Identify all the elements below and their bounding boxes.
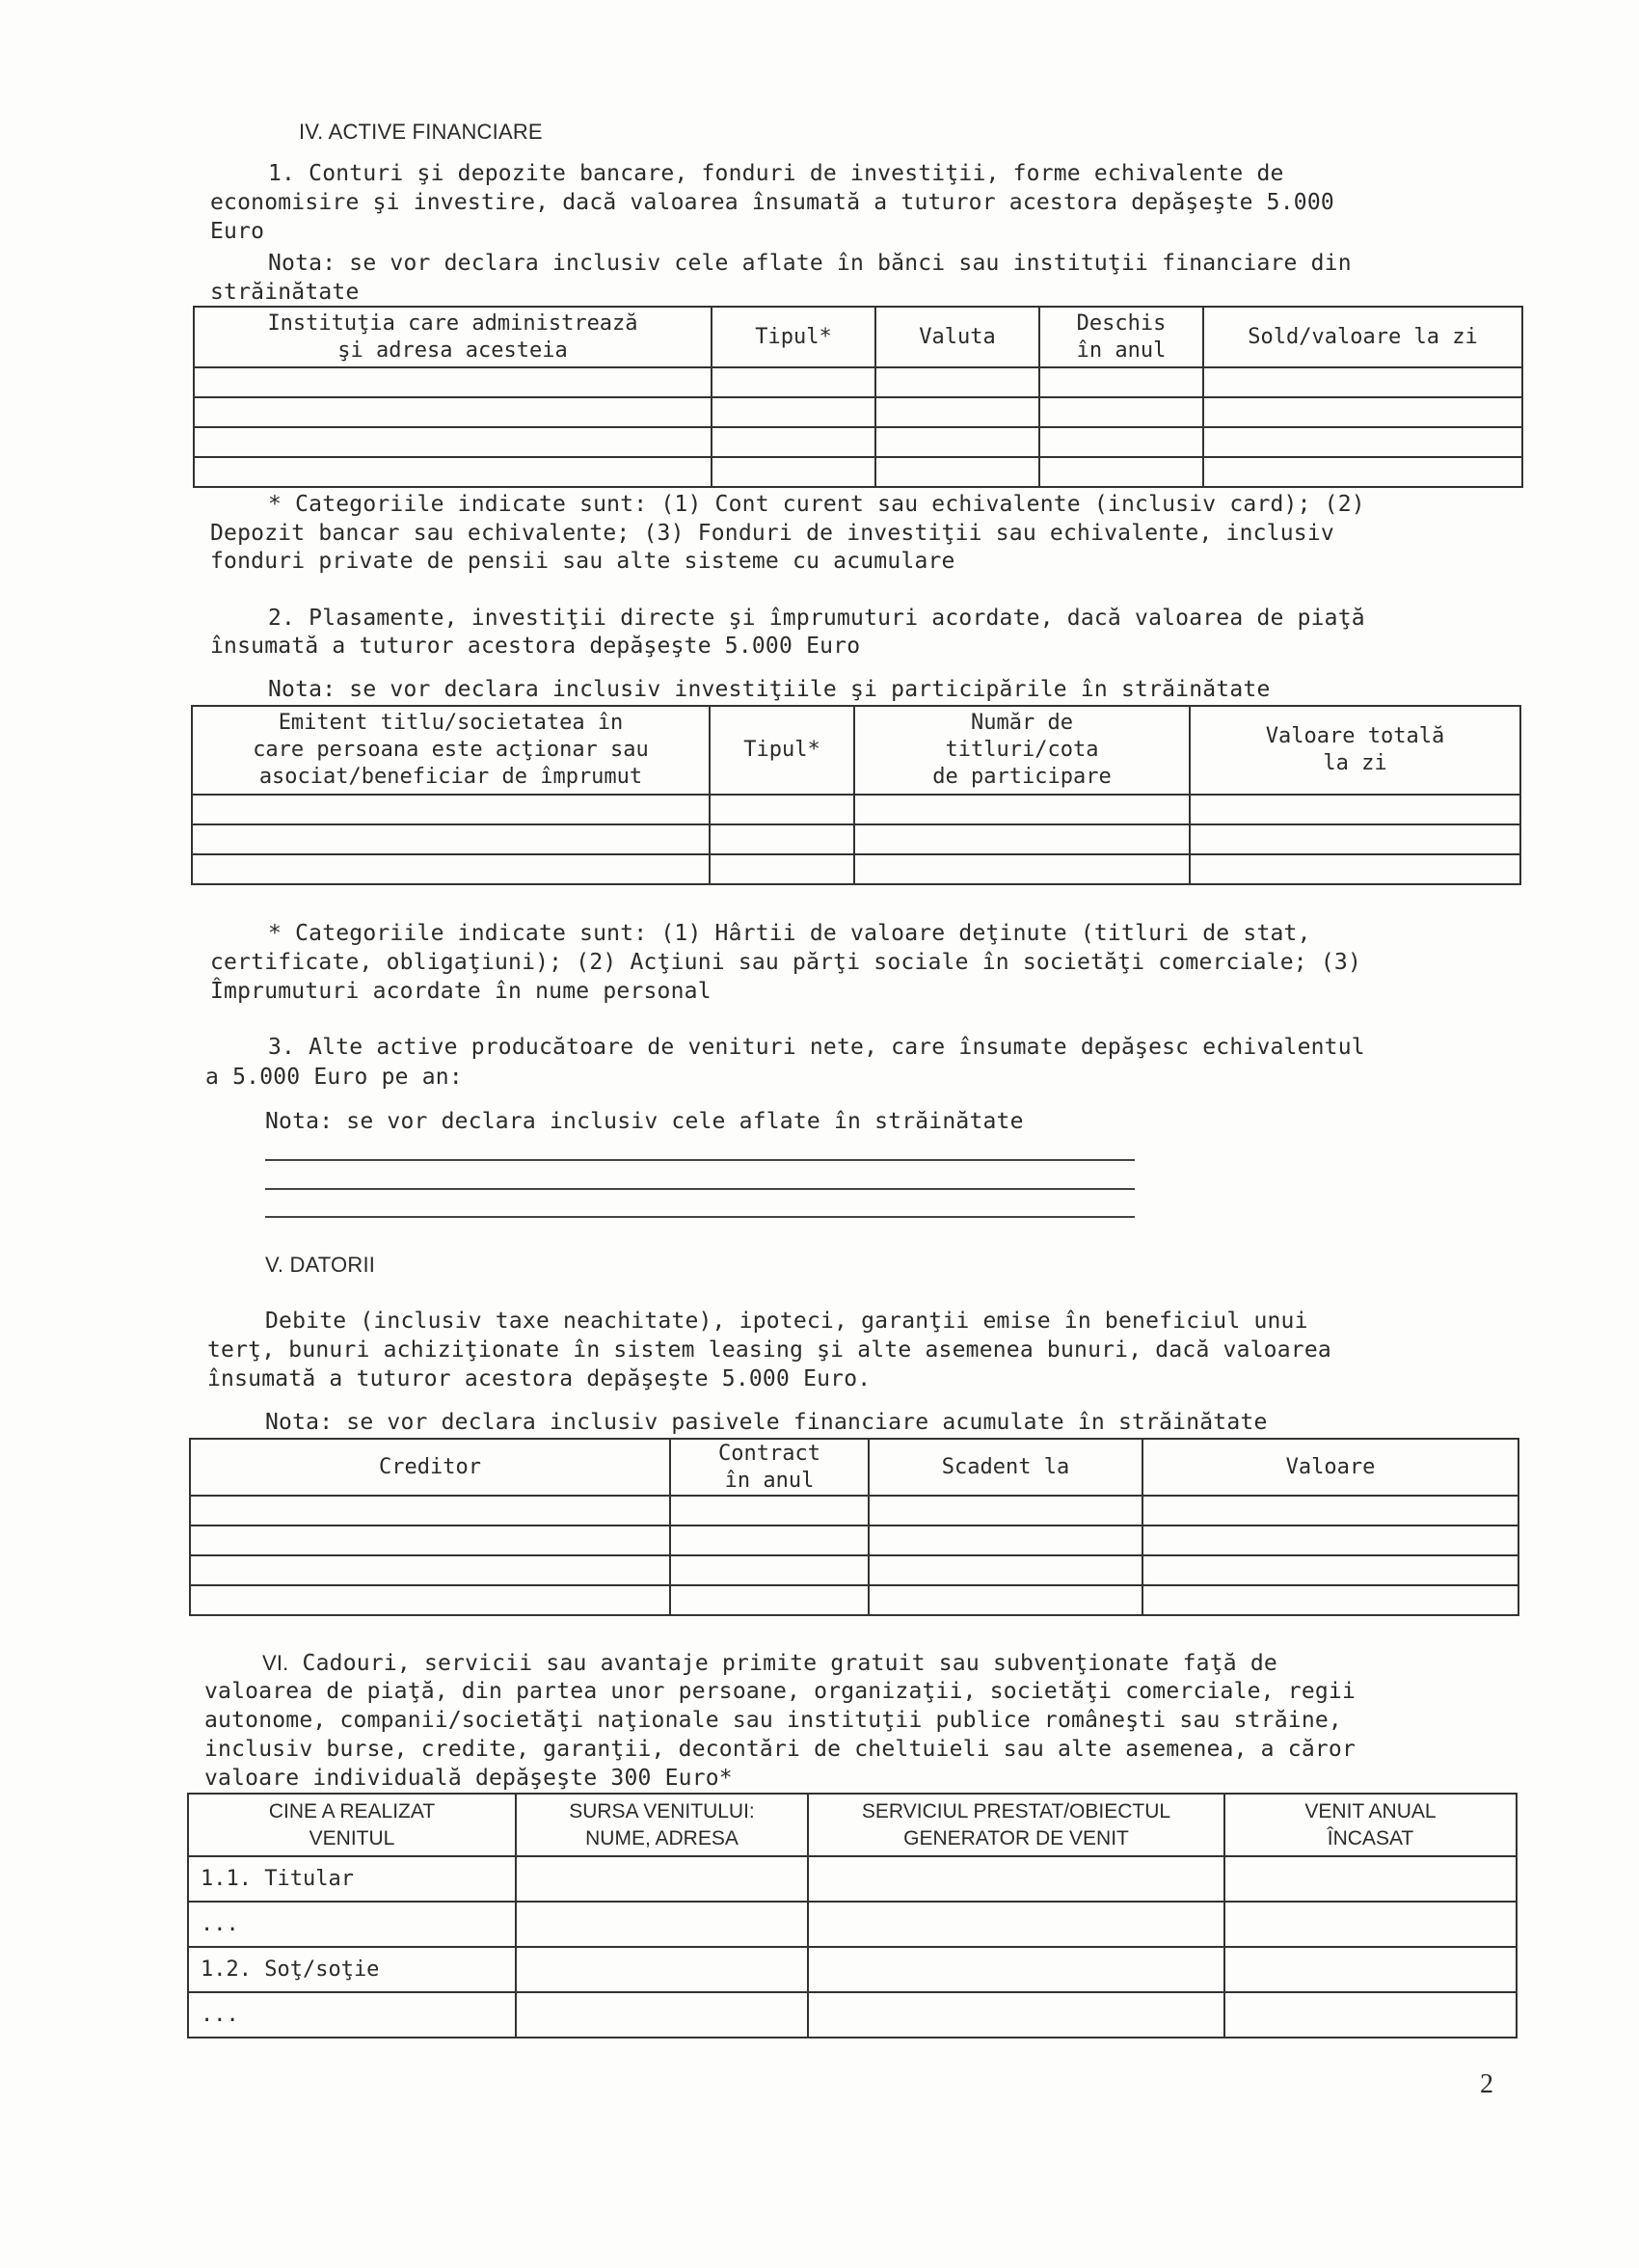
bank-header-type: Tipul* — [712, 307, 875, 367]
item3-note: Nota: se vor declara inclusiv cele aflate în străinătate — [265, 1109, 1024, 1134]
bank-header-institution: Instituţia care administrează şi adresa acesteia — [194, 307, 712, 367]
invest-header-type: Tipul* — [710, 706, 854, 795]
item2-footnote-line3: Împrumuturi acordate în nume personal — [210, 979, 712, 1004]
item1-text-line3: Euro — [210, 219, 265, 244]
section-vi-line4: inclusiv burse, credite, garanţii, decontări de cheltuieli sau alte asemenea, a căror — [204, 1737, 1357, 1762]
bank-accounts-table — [193, 306, 1523, 488]
table-row — [190, 1585, 1518, 1615]
invest-header-value: Valoare totală la zi — [1190, 706, 1520, 795]
debts-header-contract: Contract în anul — [670, 1439, 869, 1496]
investments-table — [191, 705, 1521, 885]
page-number: 2 — [1480, 2069, 1493, 2099]
item3-text-line2: a 5.000 Euro pe an: — [205, 1065, 463, 1090]
section-vi-line1: Cadouri, servicii sau avantaje primite gratuit sau subvenţionate faţă de — [288, 1651, 1277, 1676]
debts-header-value: Valoare — [1142, 1439, 1518, 1496]
item1-footnote-line2: Depozit bancar sau echivalente; (3) Fonduri de investiţii sau echivalente, inclusiv — [210, 521, 1334, 546]
section-vi-paragraph-line1 — [262, 1648, 1277, 1679]
section-v-line3: însumată a tuturor acestora depăşeşte 5.000 Euro. — [207, 1366, 872, 1391]
table-row — [188, 1947, 1517, 1992]
gifts-table — [187, 1793, 1518, 2038]
invest-header-shares: Număr de titluri/cota de participare — [854, 706, 1190, 795]
table-row — [190, 1555, 1518, 1585]
row-label-titular: 1.1. Titular — [188, 1856, 516, 1902]
table-row — [192, 824, 1520, 854]
table-row — [192, 854, 1520, 884]
section-v-title: V. DATORII — [265, 1253, 376, 1277]
table-row — [190, 1496, 1518, 1526]
section-vi-line2: valoarea de piaţă, din partea unor persoane, organizaţii, societăţi comerciale, regii — [204, 1679, 1357, 1704]
table-row — [194, 367, 1522, 397]
table-row — [188, 1856, 1517, 1902]
section-vi-title: VI. — [262, 1651, 289, 1675]
row-label-ellipsis: ... — [188, 1992, 516, 2038]
table-row — [194, 427, 1522, 457]
table-row — [194, 457, 1522, 487]
table-row — [192, 795, 1520, 824]
debts-header-creditor: Creditor — [190, 1439, 670, 1496]
item2-text-line2: însumată a tuturor acestora depăşeşte 5.000 Euro — [210, 634, 861, 659]
item1-footnote-line3: fonduri private de pensii sau alte sisteme cu acumulare — [210, 549, 955, 574]
section-vi-line3: autonome, companii/societăţi naţionale sau instituţii publice româneşti sau străine, — [204, 1708, 1342, 1733]
section-iv-title: IV. ACTIVE FINANCIARE — [299, 120, 543, 144]
invest-header-issuer: Emitent titlu/societatea în care persoana este acţionar sau asociat/beneficiar de împrumut — [192, 706, 710, 795]
bank-header-currency: Valuta — [875, 307, 1039, 367]
table-row — [190, 1526, 1518, 1555]
gifts-header-who: CINE A REALIZAT VENITUL — [188, 1794, 516, 1856]
blank-line — [265, 1188, 1135, 1190]
item1-note-line2: străinătate — [210, 280, 360, 305]
row-label-ellipsis: ... — [188, 1902, 516, 1947]
section-v-note: Nota: se vor declara inclusiv pasivele financiare acumulate în străinătate — [265, 1410, 1268, 1435]
blank-line — [265, 1159, 1135, 1161]
gifts-header-income: VENIT ANUAL ÎNCASAT — [1224, 1794, 1517, 1856]
section-v-line2: terţ, bunuri achiziţionate în sistem leasing şi alte asemenea bunuri, dacă valoarea — [207, 1337, 1331, 1363]
table-row — [188, 1992, 1517, 2038]
blank-line — [265, 1216, 1135, 1218]
row-label-spouse: 1.2. Soţ/soţie — [188, 1947, 516, 1992]
item1-text-line2: economisire şi investire, dacă valoarea însumată a tuturor acestora depăşeşte 5.000 — [210, 190, 1334, 215]
gifts-header-source: SURSA VENITULUI: NUME, ADRESA — [516, 1794, 808, 1856]
item1-note-line1: Nota: se vor declara inclusiv cele aflate în bănci sau instituţii financiare din — [268, 251, 1352, 276]
section-v-line1: Debite (inclusiv taxe neachitate), ipoteci, garanţii emise în beneficiul unui — [265, 1309, 1308, 1334]
bank-header-opened: Deschis în anul — [1039, 307, 1203, 367]
item1-text-line1: 1. Conturi şi depozite bancare, fonduri de investiţii, forme echivalente de — [268, 161, 1284, 186]
item2-footnote-line1: * Categoriile indicate sunt: (1) Hârtii de valoare deţinute (titluri de stat, — [268, 921, 1311, 946]
table-row — [188, 1902, 1517, 1947]
item3-text-line1: 3. Alte active producătoare de venituri nete, care însumate depăşesc echivalentul — [268, 1035, 1365, 1060]
debts-header-due: Scadent la — [869, 1439, 1142, 1496]
item2-text-line1: 2. Plasamente, investiţii directe şi împrumuturi acordate, dacă valoarea de piaţă — [268, 606, 1365, 631]
section-vi-line5: valoare individuală depăşeşte 300 Euro* — [204, 1766, 733, 1791]
bank-header-balance: Sold/valoare la zi — [1203, 307, 1522, 367]
item1-footnote-line1: * Categoriile indicate sunt: (1) Cont curent sau echivalente (inclusiv card); (2) — [268, 492, 1365, 517]
gifts-header-service: SERVICIUL PRESTAT/OBIECTUL GENERATOR DE VENIT — [808, 1794, 1224, 1856]
table-row — [194, 397, 1522, 427]
item2-note: Nota: se vor declara inclusiv investiţiile şi participările în străinătate — [268, 677, 1271, 702]
item2-footnote-line2: certificate, obligaţiuni); (2) Acţiuni sau părţi sociale în societăţi comerciale; (3) — [210, 950, 1362, 975]
debts-table — [189, 1438, 1519, 1616]
